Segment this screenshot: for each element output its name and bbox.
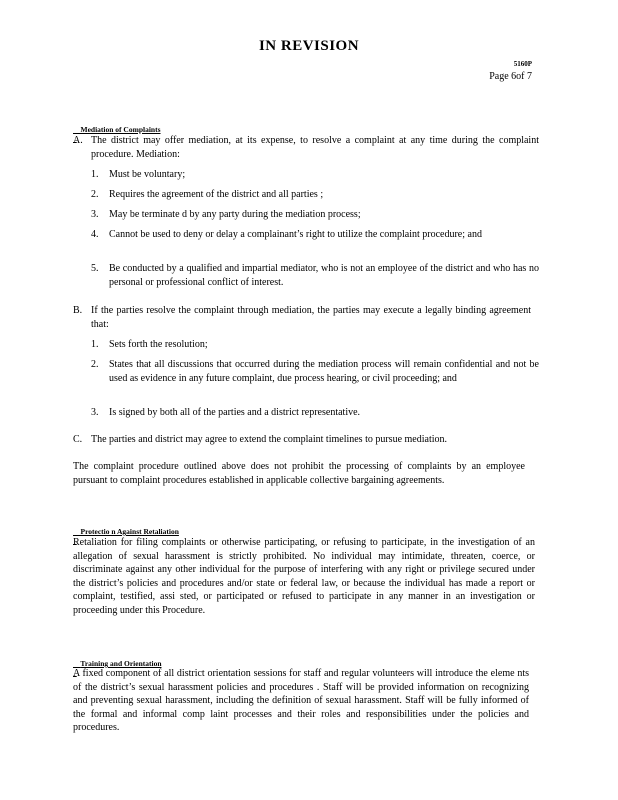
sub-item-text: Requires the agreement of the district and all parties ; [109, 189, 324, 200]
sub-item-number: 3. [91, 407, 99, 418]
sub-item-number: 5. [91, 263, 99, 274]
section-heading-retaliation-text: Protectio n Against Retaliation [80, 527, 179, 536]
page-title: IN REVISION [258, 38, 360, 54]
item-c-label: C. [73, 434, 83, 445]
section-heading-mediation-text: Mediation of Complaints [80, 125, 161, 134]
sub-item-number: 2. [91, 189, 99, 200]
mediation-closing-paragraph: The complaint procedure outlined above does not prohibit the processing of complaints by an employee pursuant to complaint procedures established in applicable collective bargaining agreements. [73, 461, 525, 486]
sub-item-text: Be conducted by a qualified and impartial mediator, who is not an employee of the district and who has no personal or professional conflict of interest. [109, 263, 539, 288]
page-number: Page 6of 7 [489, 71, 532, 82]
sub-item-number: 3. [91, 209, 99, 220]
item-b-text: If the parties resolve the complaint through mediation, the parties may execute a legally binding agreement that: [91, 305, 531, 330]
item-a-text: The district may offer mediation, at its expense, to resolve a complaint at any time during the complaint procedure. Mediation: [91, 135, 539, 160]
sub-item-number: 2. [91, 359, 99, 370]
sub-item-number: 1. [91, 169, 99, 180]
sub-item-number: 1. [91, 339, 99, 350]
sub-item-number: 4. [91, 229, 99, 240]
procedure-code: 5160P [513, 60, 532, 68]
retaliation-paragraph: Retaliation for filing complaints or otherwise participating, or refusing to participate, in the investigation of an allegation of sexual harassment is strictly prohibited. No individual may intimidate, threaten, coerce, or discriminate against any other individual for the purpose of interfering with any right or privilege secured under the district’s policies and procedures and/or state or federal law, or because the individual has made a report or complaint, testified, assi sted, or participated or refused to participate in any manner in an investigation or proceeding under this Procedure. [73, 537, 535, 616]
sub-item-text: Sets forth the resolution; [109, 339, 208, 350]
sub-item-text: Must be voluntary; [109, 169, 186, 180]
item-b-label: B. [73, 305, 83, 316]
sub-item-text: May be terminate d by any party during the mediation process; [109, 209, 361, 220]
section-heading-training-text: Training and Orientation [80, 659, 162, 668]
sub-item-text: States that all discussions that occurred during the mediation process will remain confidential and not be used as evidence in any future complaint, due process hearing, or civil proceeding; and [109, 359, 539, 384]
sub-item-text: Is signed by both all of the parties and a district representative. [109, 407, 361, 418]
item-a-label: A. [73, 135, 83, 146]
item-c-text: The parties and district may agree to extend the complaint timelines to pursue mediation. [91, 434, 448, 445]
training-paragraph: A fixed component of all district orientation sessions for staff and regular volunteers will introduce the eleme nts of the district’s sexual harassment policies and procedures . Staff will be provided information on recognizing and preventing sexual harassment, including the definition of sexual harassment. Staff will be fully informed of the formal and informal comp laint processes and their roles and responsibilities under the policies and procedures. [73, 668, 529, 734]
sub-item-text: Cannot be used to deny or delay a complainant’s right to utilize the complaint procedure; and [109, 229, 482, 240]
